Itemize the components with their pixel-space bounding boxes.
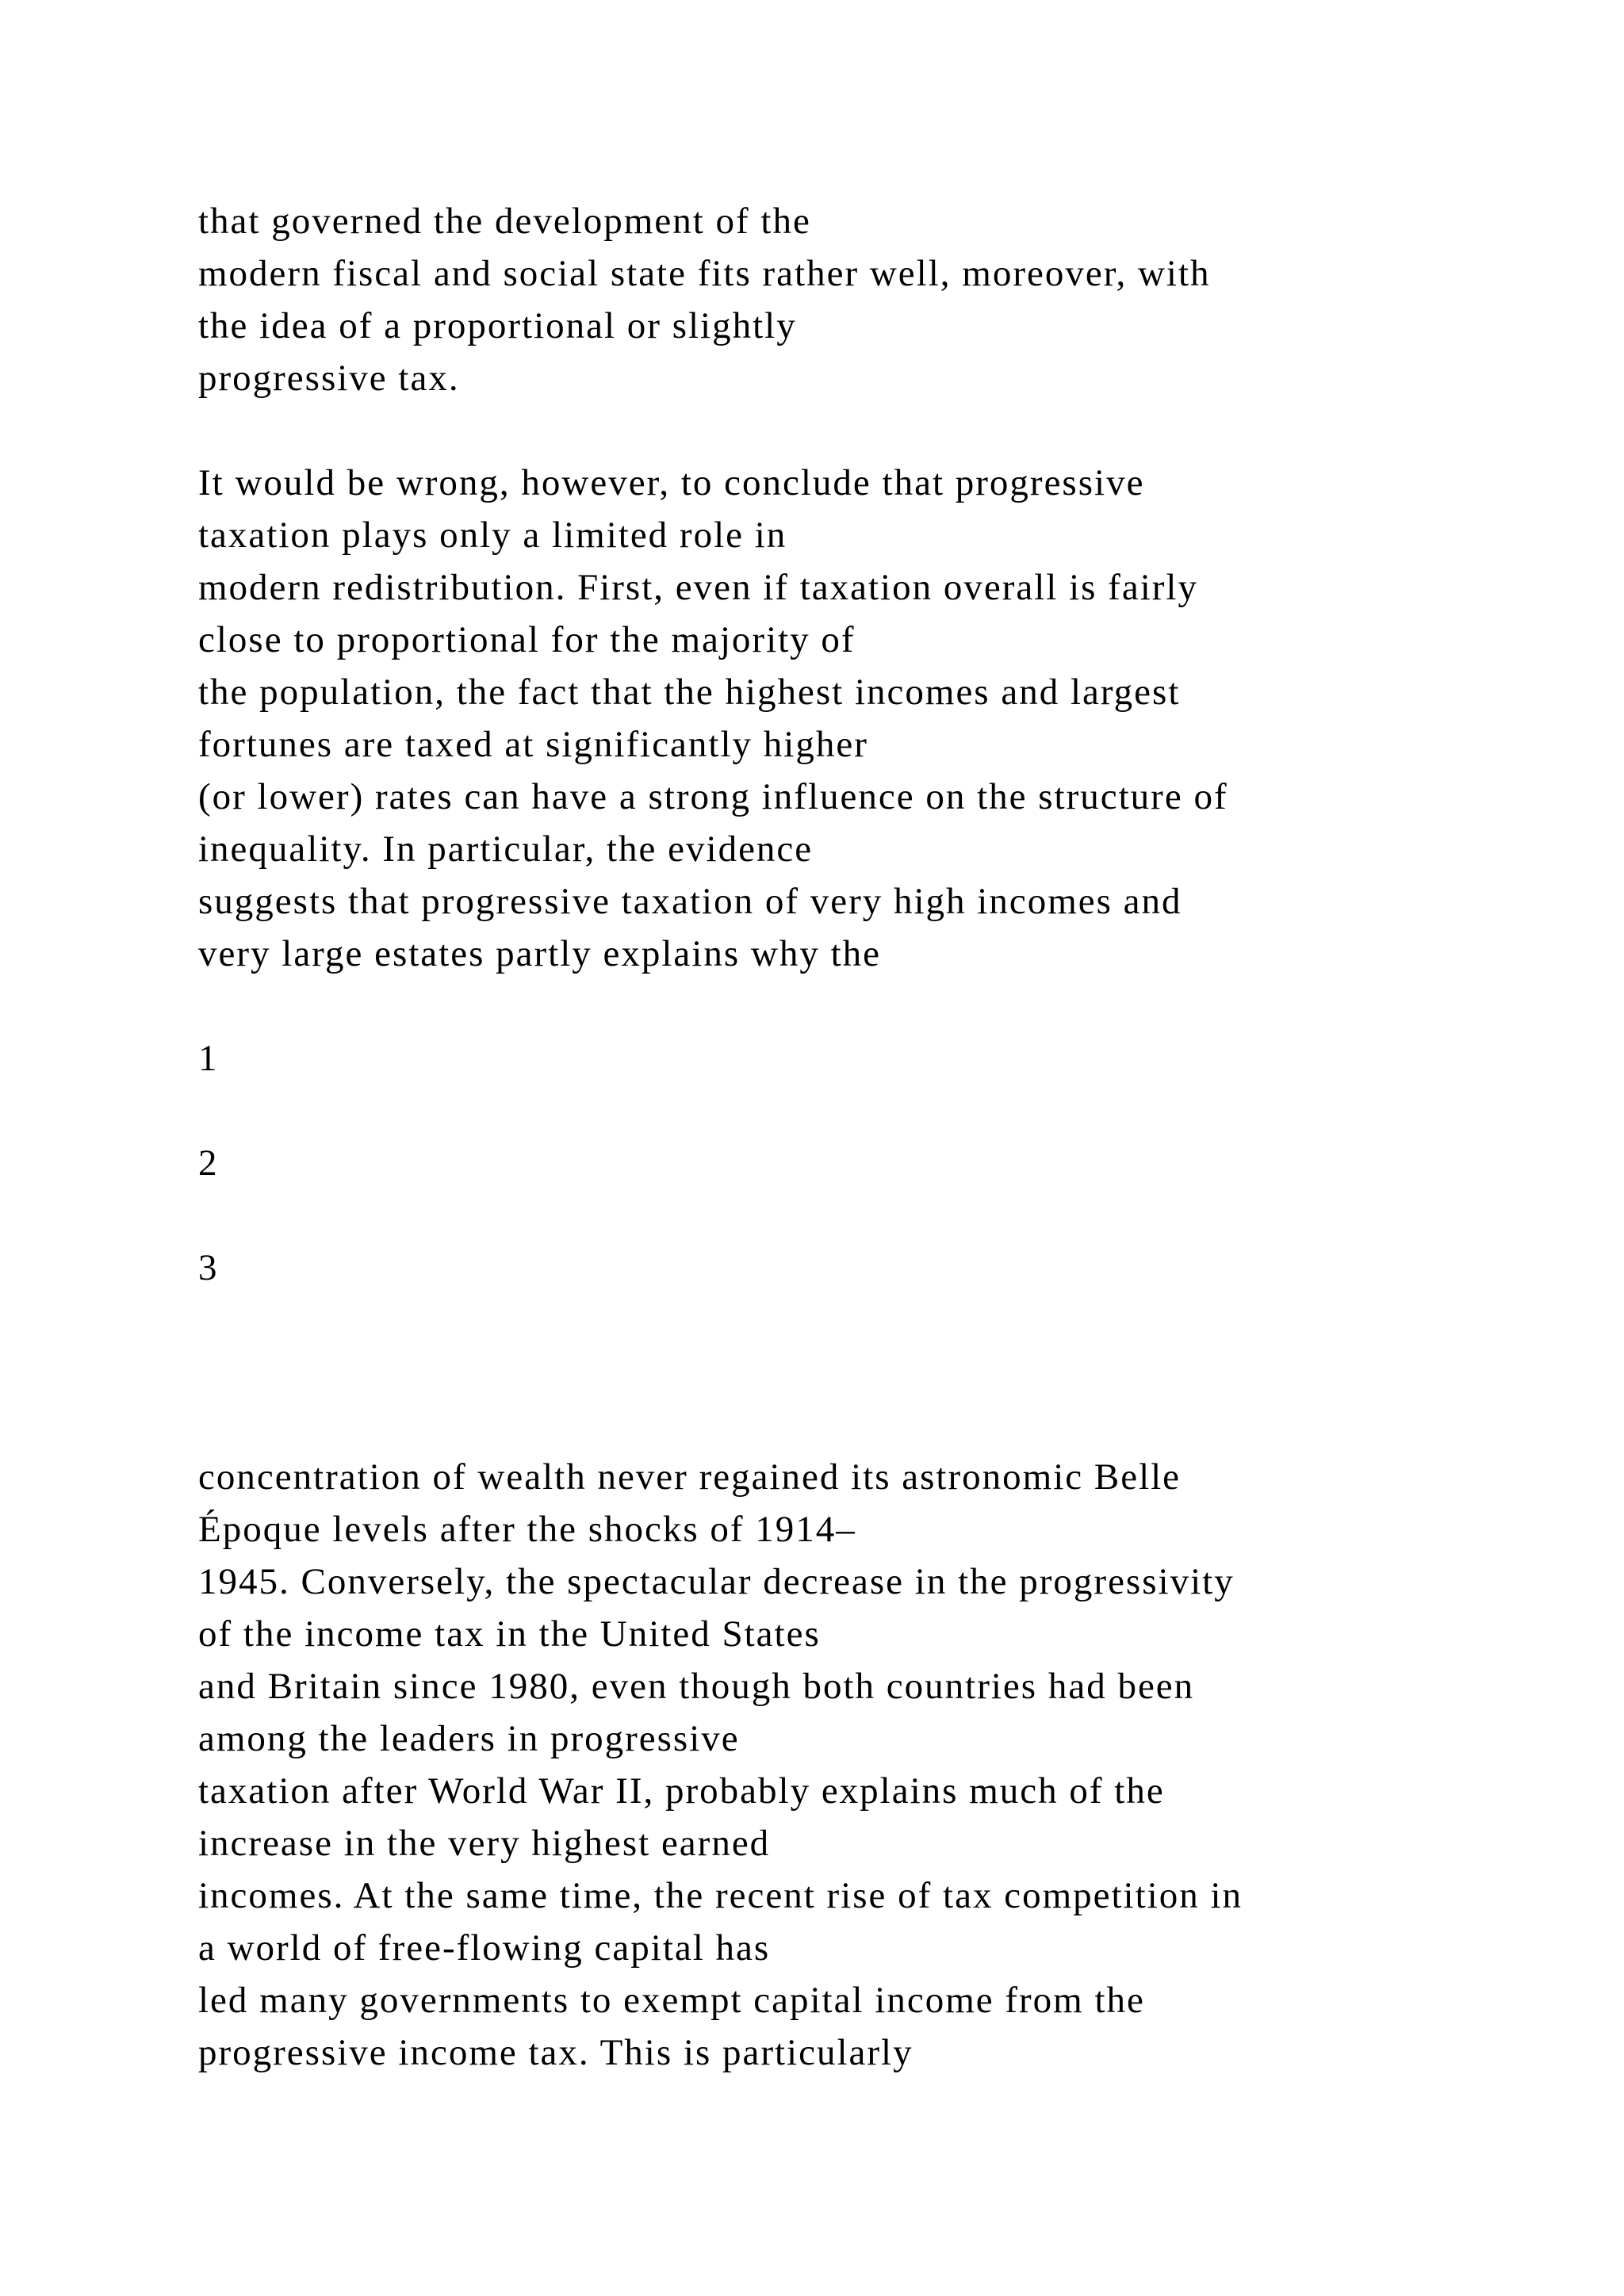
text-line: It would be wrong, however, to conclude that progressive [198, 462, 1145, 503]
footnote-marker: 1 [198, 1038, 219, 1079]
text-line: a world of free-flowing capital has [198, 1927, 771, 1969]
text-line: very large estates partly explains why the [198, 933, 881, 974]
text-line: 1945. Conversely, the spectacular decrease in the progressivity [198, 1561, 1235, 1602]
text-line: fortunes are taxed at significantly higher [198, 724, 868, 765]
footnote-marker: 3 [198, 1247, 219, 1288]
text-line: close to proportional for the majority of [198, 619, 856, 660]
text-line: incomes. At the same time, the recent rise of tax competition in [198, 1875, 1243, 1916]
text-line: taxation plays only a limited role in [198, 515, 787, 556]
text-line: Époque levels after the shocks of 1914– [198, 1509, 856, 1550]
text-line: led many governments to exempt capital income from the [198, 1980, 1145, 2021]
text-line: modern redistribution. First, even if taxation overall is fairly [198, 567, 1198, 608]
text-line: progressive tax. [198, 358, 460, 399]
text-line: modern fiscal and social state fits rather well, moreover, with [198, 253, 1211, 294]
text-line: increase in the very highest earned [198, 1823, 771, 1864]
text-line: (or lower) rates can have a strong influence on the structure of [198, 776, 1228, 817]
text-line: taxation after World War II, probably explains much of the [198, 1770, 1165, 1812]
text-line: and Britain since 1980, even though both countries had been [198, 1666, 1195, 1707]
text-line: concentration of wealth never regained its astronomic Belle [198, 1456, 1182, 1498]
text-line: inequality. In particular, the evidence [198, 828, 814, 870]
text-line: the population, the fact that the highest incomes and largest [198, 672, 1181, 713]
text-line: suggests that progressive taxation of very high incomes and [198, 881, 1182, 922]
text-line: of the income tax in the United States [198, 1613, 821, 1655]
text-line: progressive income tax. This is particularly [198, 2032, 914, 2073]
footnote-marker: 2 [198, 1142, 219, 1184]
text-line: that governed the development of the [198, 201, 811, 242]
text-line: among the leaders in progressive [198, 1718, 740, 1759]
text-line: the idea of a proportional or slightly [198, 305, 797, 346]
